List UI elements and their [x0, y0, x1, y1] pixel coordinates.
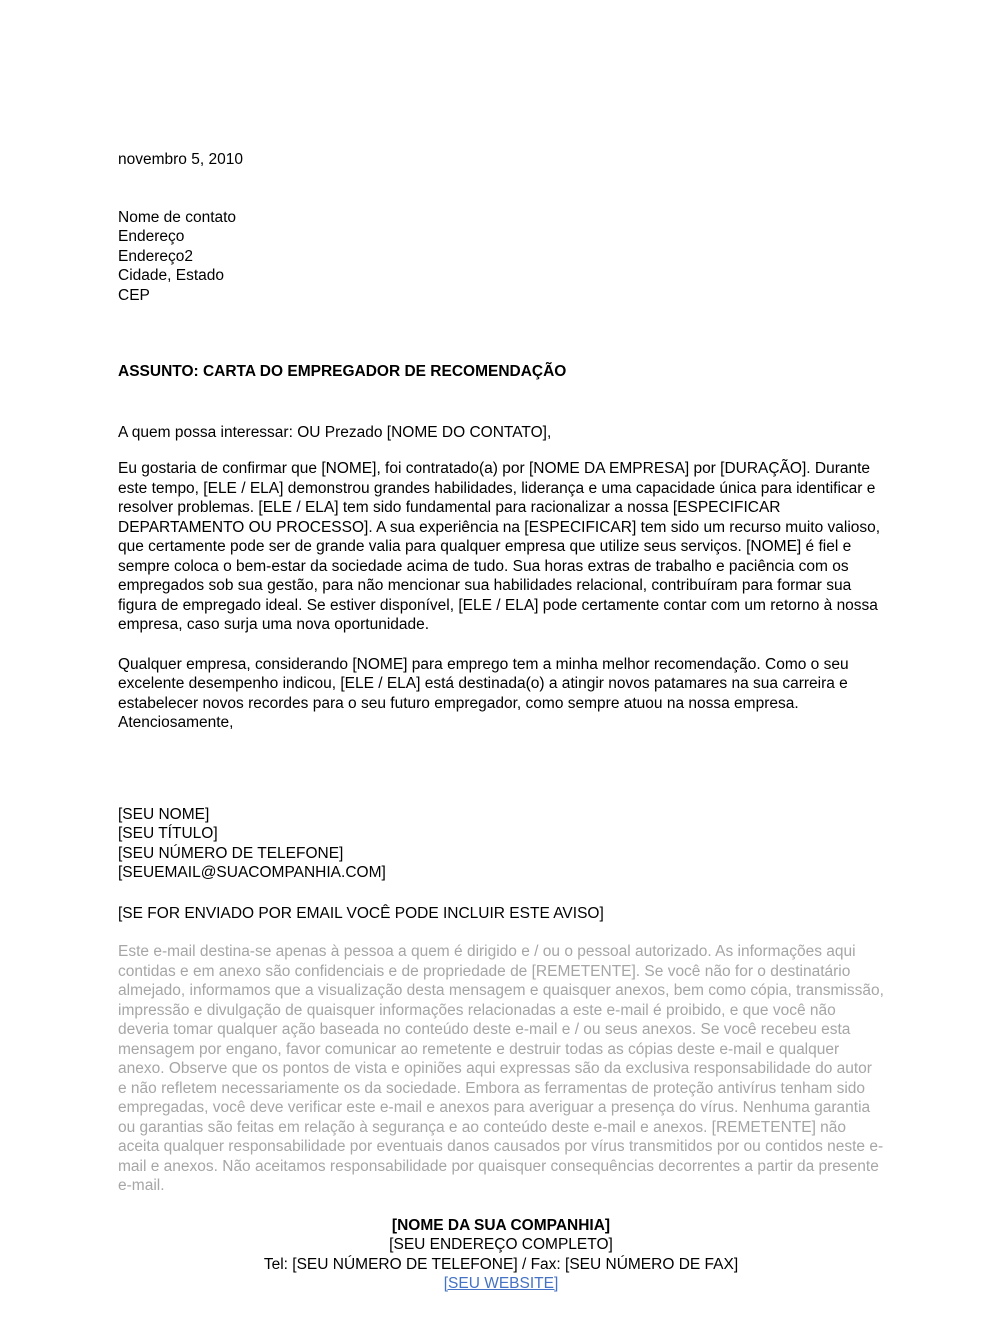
recipient-city-state: Cidade, Estado — [118, 267, 224, 284]
footer-tel-fax: Tel: [SEU NÚMERO DE TELEFONE] / Fax: [SEU NÚMERO DE FAX] — [263, 1255, 739, 1273]
salutation: A quem possa interessar: OU Prezado [NOME DO CONTATO], — [118, 423, 552, 441]
footer-website-row — [118, 1274, 884, 1294]
disclaimer-text: Este e-mail destina-se apenas à pessoa a quem é dirigido e / ou o pessoal autorizado. As informações aqui contidas e em anexo são confidenciais e de propriedade de [REMETENTE]. Se você não for o destinatário almejado, informamos que a visualização desta mensagem e quaisquer anexos, bem como cópia, transmissão, impressão e divulgação de quaisquer informações relacionadas a este e-mail é proibido, e que você não deveria tomar qualquer ação baseada no conteúdo deste e-mail e / ou seus anexos. Se você recebeu esta mensagem por engano, favor comunicar ao remetente e destruir todas as cópias deste e-mail e qualquer anexo. Observe que os pontos de vista e opiniões aqui expressas são da exclusiva responsabilidade do autor e não refletem necessariamente os da sociedade. Embora as ferramentas de proteção antivírus tenham sido empregadas, você deve verificar este e-mail e anexos para averiguar a presença do vírus. Nenhuma garantia ou garantias são feitas em relação à segurança e ao conteúdo deste e-mail e anexos. [REMETENTE] não aceita qualquer responsabilidade por eventuais danos causados por vírus transmitidos por ou contidos neste e-mail e anexos. Não aceitamos responsabilidade por quaisquer consequências decorrentes a partir da presente e-mail. — [118, 943, 884, 1194]
body-paragraph-2: Qualquer empresa, considerando [NOME] para emprego tem a minha melhor recomendação. Como o seu excelente desempenho indicou, [ELE / ELA] está destinada(o) a atingir novos patamares na sua carreira e estabelecer novos recordes para o seu futuro empregador, como sempre atuou na nossa empresa. — [118, 655, 849, 712]
website-link[interactable]: [SEU WEBSITE] — [443, 1275, 559, 1292]
body-paragraph-1: Eu gostaria de confirmar que [NOME], foi contratado(a) por [NOME DA EMPRESA] por [DURAÇÃO]. Durante este tempo, [ELE / ELA] demonstrou grandes habilidades, liderança e uma capacidade única para identificar e resolver problemas. [ELE / ELA] tem sido fundamental para racionalizar a nossa [ESPECIFICAR DEPARTAMENTO OU PROCESSO]. A sua experiência na [ESPECIFICAR] tem sido um recurso muito valioso, que certamente pode ser de grande valia para qualquer empresa que utilize seus serviços. [NOME] é fiel e sempre coloca o bem-estar da sociedade acima de tudo. Sua horas extras de trabalho e paciência com os empregados sob sua gestão, para não mencionar sua habilidades relacional, contribuíram para formar sua figura de empregado ideal. Se estiver disponível, [ELE / ELA] pode certamente contar com um retorno à nossa empresa, caso surja uma nova oportunidade. — [118, 460, 881, 633]
recipient-address-1: Endereço — [118, 228, 185, 245]
footer-company-name: [NOME DA SUA COMPANHIA] — [391, 1216, 611, 1234]
signature-name: [SEU NOME] — [118, 805, 210, 823]
footer-block — [118, 1216, 884, 1294]
subject-line: ASSUNTO: CARTA DO EMPREGADOR DE RECOMENDAÇÃO — [118, 363, 567, 380]
signature-block — [118, 805, 884, 883]
email-notice: [SE FOR ENVIADO POR EMAIL VOCÊ PODE INCLUIR ESTE AVISO] — [118, 904, 604, 922]
closing: Atenciosamente, — [118, 714, 234, 731]
letter-date: novembro 5, 2010 — [118, 151, 243, 168]
recipient-name: Nome de contato — [118, 208, 237, 226]
recipient-block — [118, 208, 884, 306]
recipient-address-2: Endereço2 — [118, 247, 193, 265]
recipient-zip: CEP — [118, 286, 150, 304]
signature-email: [SEUEMAIL@SUACOMPANHIA.COM] — [118, 864, 386, 881]
footer-address: [SEU ENDEREÇO COMPLETO] — [389, 1236, 613, 1253]
signature-title: [SEU TÍTULO] — [118, 825, 218, 842]
signature-phone: [SEU NÚMERO DE TELEFONE] — [118, 844, 344, 862]
